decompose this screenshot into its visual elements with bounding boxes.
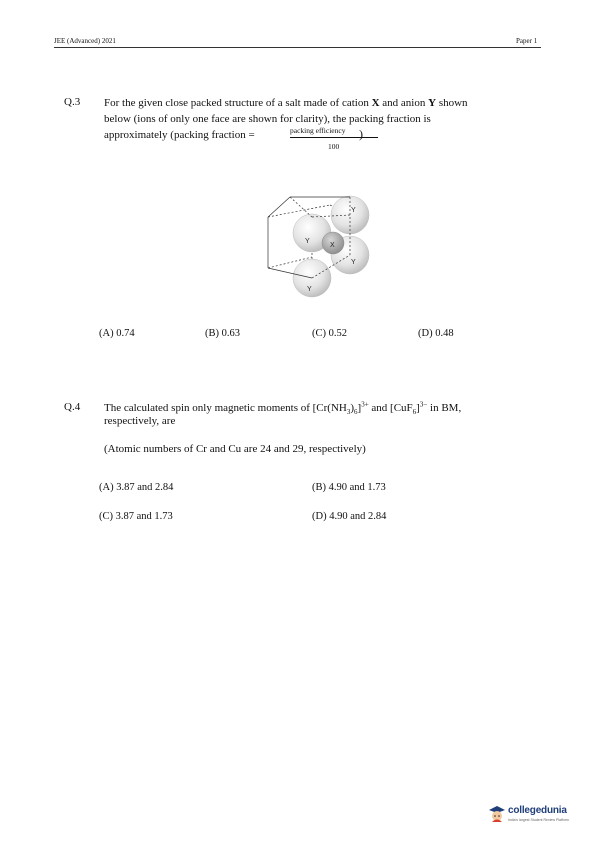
q3-option-a[interactable]: (A) 0.74 (99, 328, 135, 339)
q4-note: (Atomic numbers of Cr and Cu are 24 and 29, respectively) (104, 443, 366, 455)
q3-line2: below (ions of only one face are shown for clarity), the packing fraction is (104, 113, 431, 125)
label-y-bottom: Y (307, 286, 312, 293)
q4-option-c[interactable]: (C) 3.87 and 1.73 (99, 511, 173, 522)
q4-option-a[interactable]: (A) 3.87 and 2.84 (99, 482, 174, 493)
q4-option-d[interactable]: (D) 4.90 and 2.84 (312, 511, 387, 522)
q3-number: Q.3 (64, 96, 81, 108)
label-y-right: Y (351, 259, 356, 266)
brand-tagline: India's largest Student Review Platform (508, 818, 569, 822)
fraction-bar (290, 137, 378, 138)
q4-option-b[interactable]: (B) 4.90 and 1.73 (312, 482, 386, 493)
header-paper-label: Paper 1 (516, 37, 538, 45)
q4-number: Q.4 (64, 401, 81, 413)
q3-line1: For the given close packed structure of a salt made of cation X and anion Y shown (104, 97, 468, 109)
fraction-denominator: 100 (328, 142, 340, 151)
collegedunia-logo[interactable] (488, 802, 570, 828)
anion-y-label: Y (428, 97, 437, 109)
brand-name: collegedunia (508, 805, 567, 816)
label-y-top: Y (351, 207, 356, 214)
q3-option-b[interactable]: (B) 0.63 (205, 328, 240, 339)
fraction-numerator: packing efficiency (290, 126, 346, 135)
label-x: X (330, 242, 335, 249)
fraction-close-paren: ) (359, 127, 363, 141)
q4-line2: respectively, are (104, 415, 176, 427)
q3-line3: approximately (packing fraction = (104, 129, 255, 141)
graduate-mascot-icon (488, 804, 506, 824)
q3-option-d[interactable]: (D) 0.48 (418, 328, 454, 339)
cation-x-label: X (371, 97, 380, 109)
header-divider (54, 47, 541, 48)
label-y-left: Y (305, 238, 310, 245)
q3-option-c[interactable]: (C) 0.52 (312, 328, 347, 339)
crystal-structure-figure (250, 185, 390, 300)
q4-text (104, 400, 544, 427)
q4-line1: The calculated spin only magnetic moments of $[Cr(NH_3)_6]^{3+}$ and $[CuF_6]^{3-}$ in BM, (104, 400, 462, 417)
header-exam-title: JEE (Advanced) 2021 (54, 37, 116, 45)
q3-text (104, 95, 544, 143)
